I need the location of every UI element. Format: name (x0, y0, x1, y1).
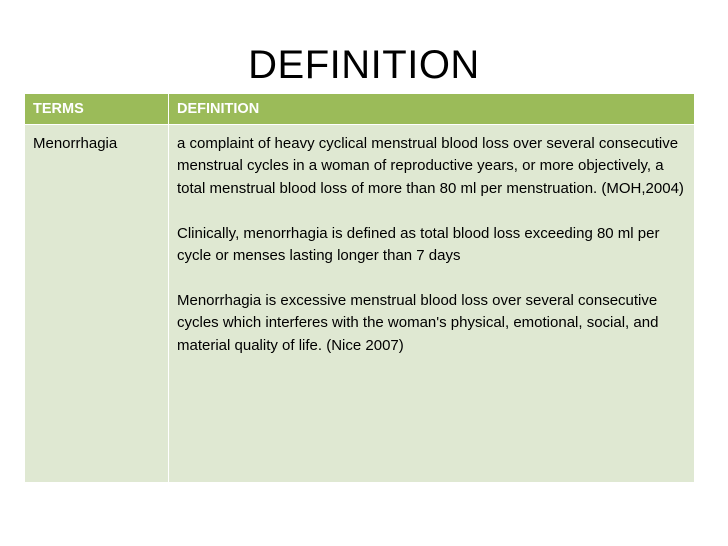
definition-paragraph: Menorrhagia is excessive menstrual blood loss over several consecutive cycles which interferes with the woman's physical, emotional, social, and material quality of life. (Nice 2007) (177, 291, 659, 354)
column-header-terms: TERMS (25, 94, 169, 125)
table-header-row (25, 94, 695, 125)
definition-table (24, 93, 695, 483)
definition-paragraph: Clinically, menorrhagia is defined as total blood loss exceeding 80 ml per cycle or menses lasting longer than 7 days (177, 224, 660, 265)
definition-cell (169, 125, 695, 483)
table-row (25, 125, 695, 483)
term-cell: Menorrhagia (25, 125, 169, 483)
page-title: DEFINITION (248, 43, 480, 87)
column-header-definition: DEFINITION (169, 94, 695, 125)
definition-paragraph: a complaint of heavy cyclical menstrual blood loss over several consecutive menstrual cycles in a woman of reproductive years, or more objectively, a total menstrual blood loss of more than 80 ml per menstruation. (MOH,2004) (177, 135, 684, 197)
